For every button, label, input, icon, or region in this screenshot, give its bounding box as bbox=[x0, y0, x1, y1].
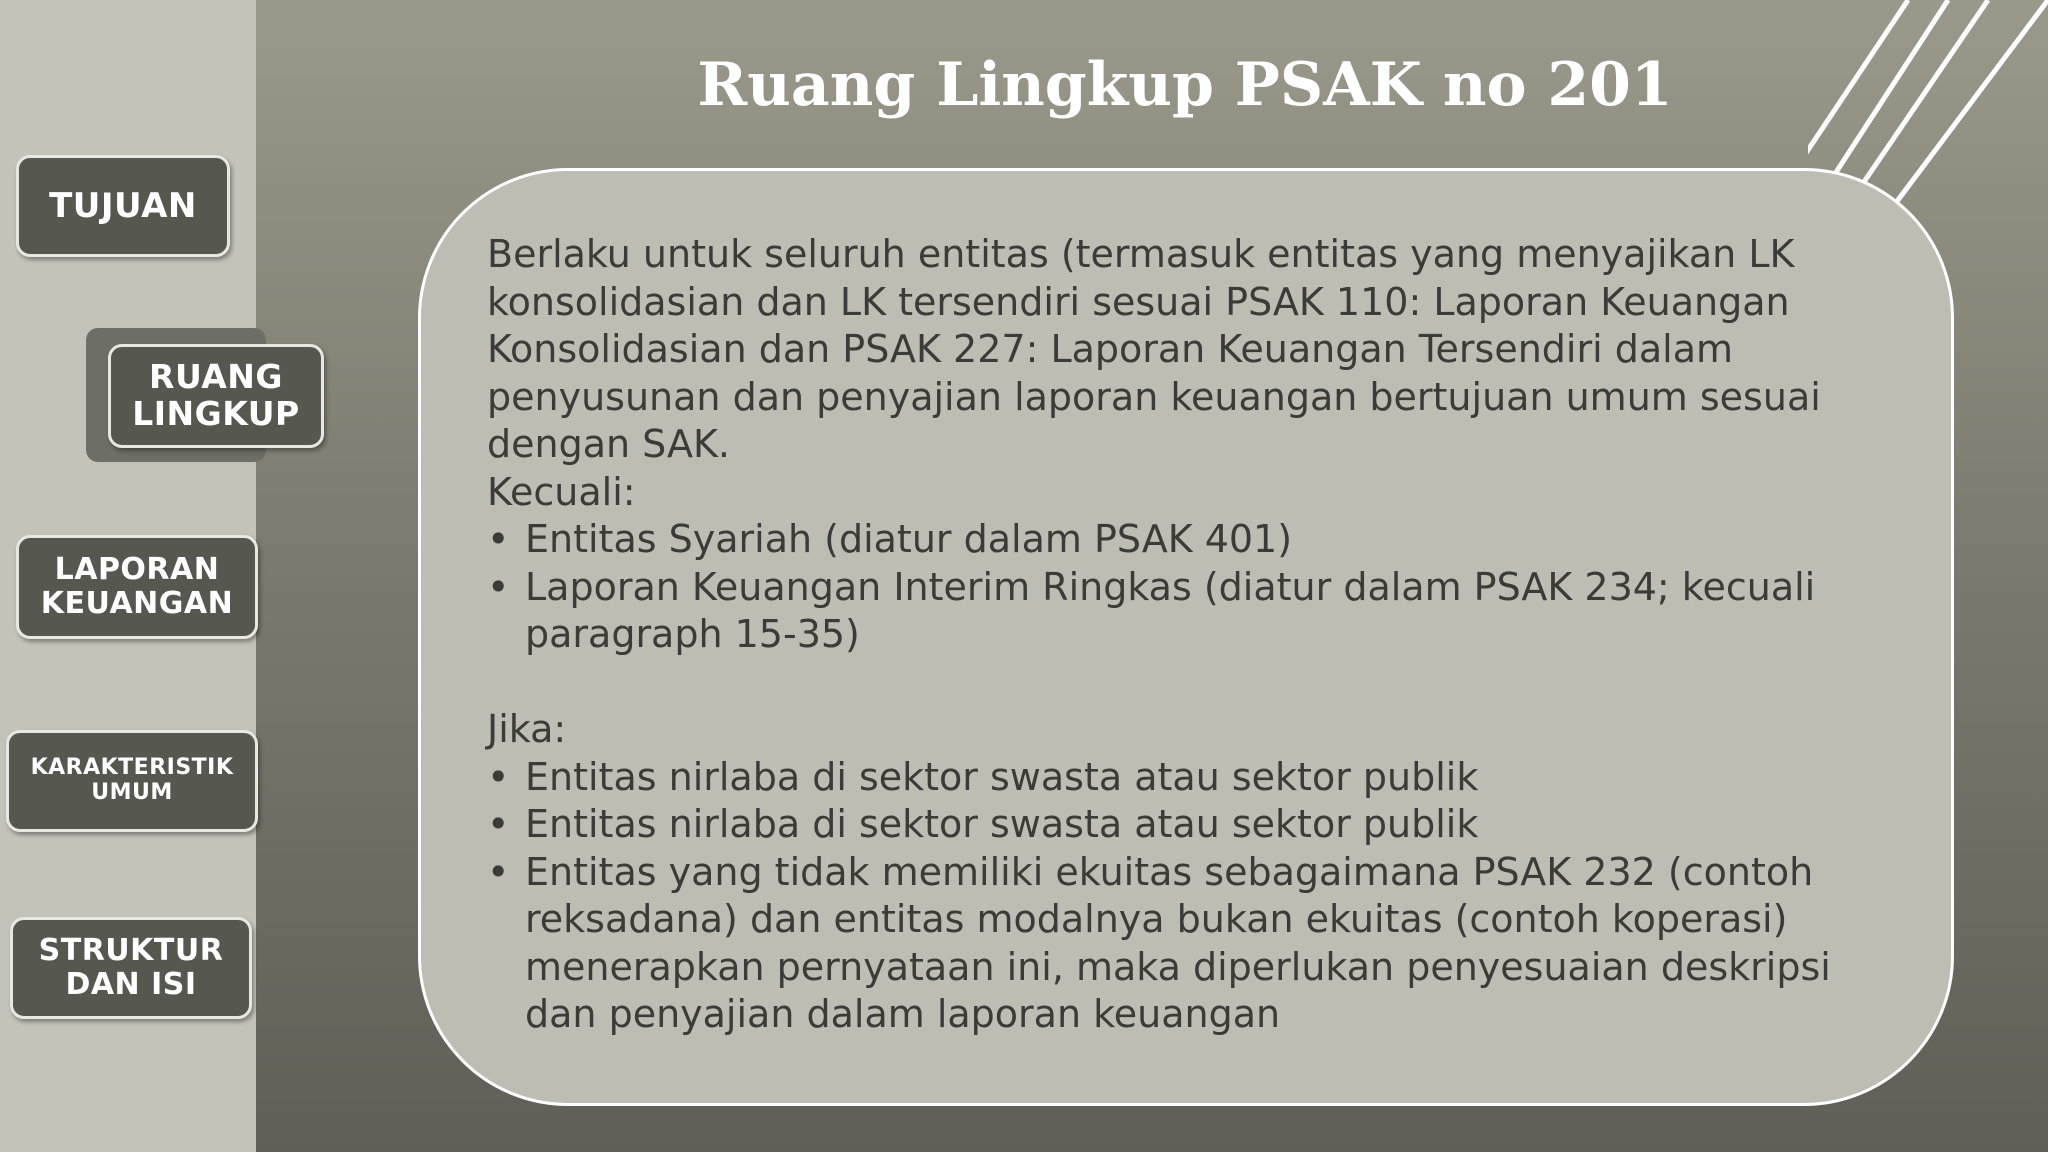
if-label: Jika: bbox=[487, 707, 567, 751]
nav-struktur-dan-isi-button[interactable] bbox=[10, 917, 252, 1019]
list-item: • Entitas nirlaba di sektor swasta atau sektor publik bbox=[487, 801, 1891, 849]
nav-tujuan-button[interactable] bbox=[16, 155, 230, 257]
nav-tujuan-label: TUJUAN bbox=[49, 185, 197, 226]
nav-ruang-lingkup-label: RUANG LINGKUP bbox=[132, 357, 300, 433]
nav-ruang-lingkup-button[interactable] bbox=[108, 344, 324, 448]
list-item: • Entitas yang tidak memiliki ekuitas sebagaimana PSAK 232 (contoh reksadana) dan entitas modalnya bukan ekuitas (contoh koperasi) menerapkan pernyataan ini, maka diperlukan penyesuaian deskripsi dan penyajian dalam laporan keuangan bbox=[487, 849, 1891, 1039]
list-item: • Entitas nirlaba di sektor swasta atau sektor publik bbox=[487, 754, 1891, 802]
nav-laporan-keuangan-button[interactable] bbox=[16, 535, 258, 639]
except-list bbox=[487, 516, 1891, 659]
list-item: • Entitas Syariah (diatur dalam PSAK 401) bbox=[487, 516, 1891, 564]
content-panel bbox=[418, 168, 1954, 1106]
nav-karakteristik-umum-label: KARAKTERISTIK UMUM bbox=[30, 755, 234, 805]
nav-karakteristik-umum-button[interactable] bbox=[6, 730, 258, 832]
intro-paragraph: Berlaku untuk seluruh entitas (termasuk entitas yang menyajikan LK konsolidasian dan LK tersendiri sesuai PSAK 110: Laporan Keuangan Konsolidasian dan PSAK 227: Laporan Keuangan Tersendiri dalam penyusunan dan penyajian laporan keuangan bertujuan umum sesuai dengan SAK. bbox=[487, 232, 1821, 466]
nav-struktur-dan-isi-label: STRUKTUR DAN ISI bbox=[38, 933, 224, 1002]
except-label: Kecuali: bbox=[487, 469, 636, 514]
spacer bbox=[487, 659, 1891, 707]
if-list bbox=[487, 754, 1891, 1039]
nav-laporan-keuangan-label: LAPORAN KEUANGAN bbox=[40, 552, 234, 621]
list-item: • Laporan Keuangan Interim Ringkas (diatur dalam PSAK 234; kecuali paragraph 15-35) bbox=[487, 564, 1891, 659]
slide-title: Ruang Lingkup PSAK no 201 bbox=[697, 50, 1673, 120]
